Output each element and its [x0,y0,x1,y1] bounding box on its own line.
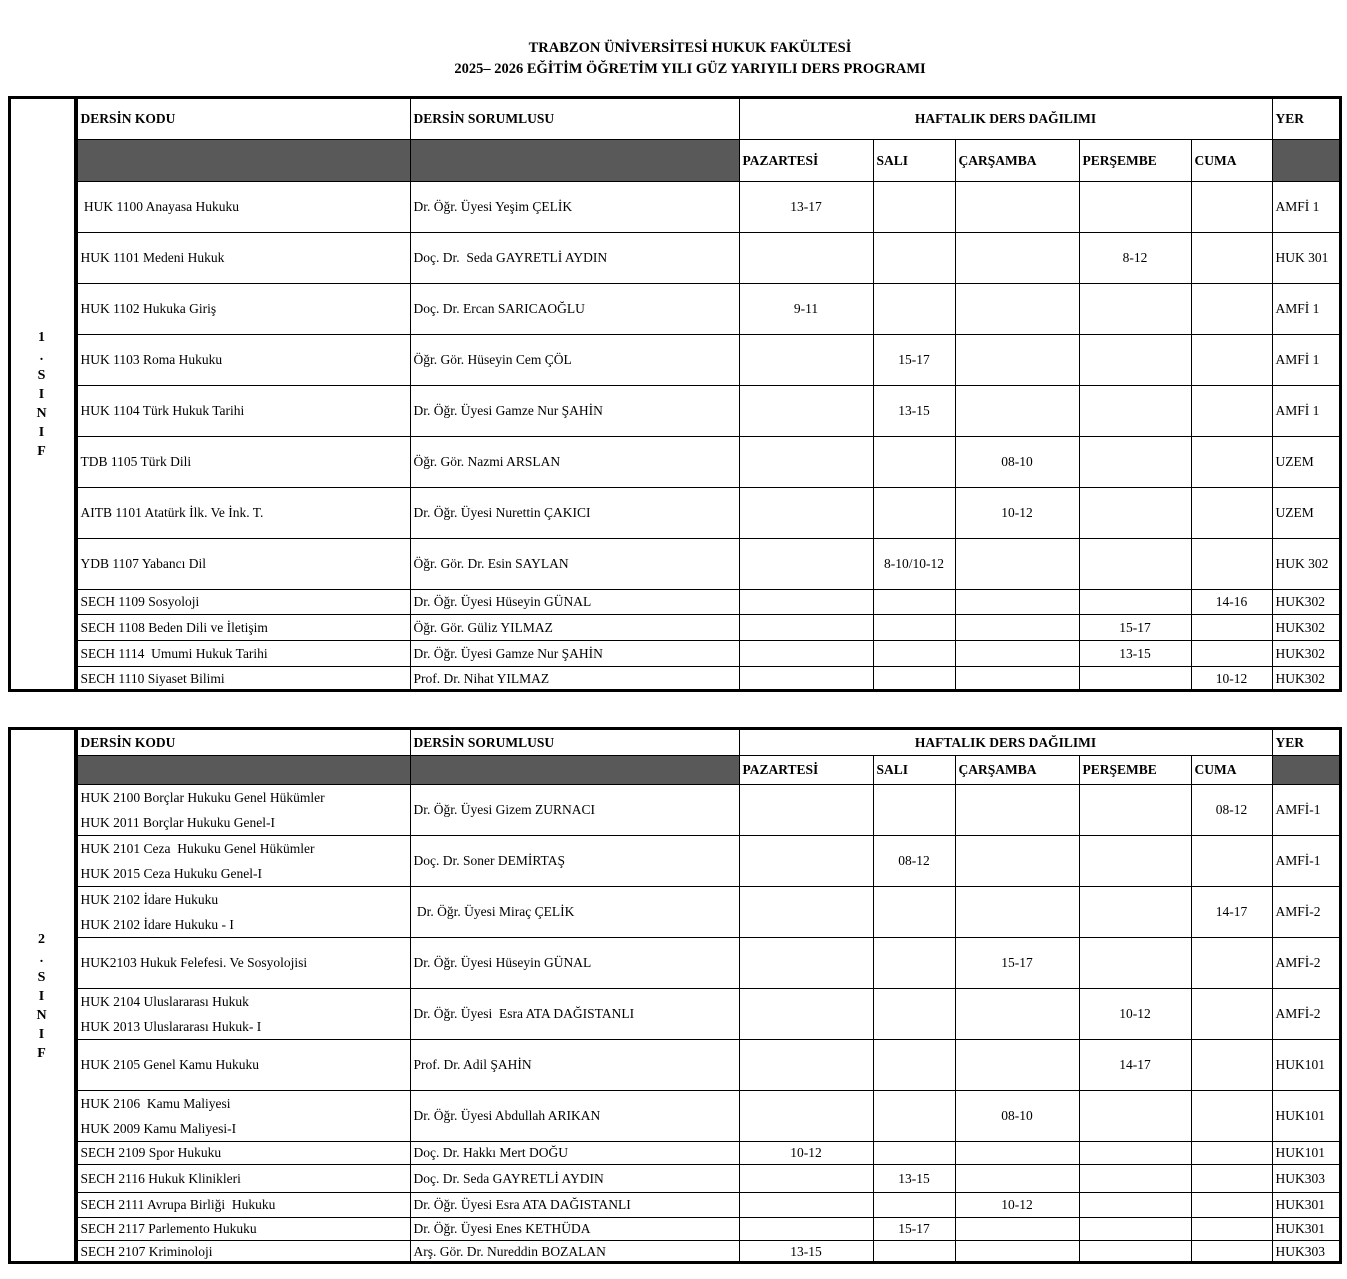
course-code: HUK 2100 Borçlar Hukuku Genel Hükümler [80,790,325,805]
course-time: 10-12 [955,488,1079,539]
course-code: HUK 2011 Borçlar Hukuku Genel-I [80,815,275,830]
class-label-char: I [38,988,45,1004]
course-instructor: Prof. Dr. Adil ŞAHİN [410,1040,739,1091]
course-instructor: Prof. Dr. Nihat YILMAZ [410,667,739,692]
course-instructor: Doç. Dr. Seda GAYRETLİ AYDIN [410,233,739,284]
course-time [1191,1040,1272,1091]
course-time [955,1040,1079,1091]
course-time: 10-12 [955,1193,1079,1218]
course-code: HUK 2101 Ceza Hukuku Genel Hükümler [80,841,315,856]
course-code: HUK 2104 Uluslararası Hukuk [80,994,249,1009]
column-header-instructor: DERSİN SORUMLUSU [410,99,739,140]
course-instructor: Dr. Öğr. Üyesi Hüseyin GÜNAL [410,590,739,615]
course-time [1191,437,1272,488]
course-code: HUK 1103 Roma Hukuku [80,352,223,367]
course-time: 10-12 [739,1142,873,1165]
class-label-char: N [36,406,47,421]
course-time [955,1142,1079,1165]
course-code: SECH 1110 Siyaset Bilimi [80,671,225,686]
course-time [955,590,1079,615]
course-time: 15-17 [873,1218,955,1241]
course-code: SECH 1114 Umumi Hukuk Tarihi [80,645,268,661]
course-row [9,1091,1341,1142]
course-place: HUK302 [1272,590,1341,615]
course-code: SECH 2117 Parlemento Hukuku [80,1221,257,1236]
header-band-code [77,140,410,182]
course-time [873,938,955,989]
course-row [9,335,1341,386]
course-time [739,836,873,887]
course-instructor: Dr. Öğr. Üyesi Miraç ÇELİK [410,887,739,938]
course-row [9,233,1341,284]
course-code: HUK 2102 İdare Hukuku [80,892,219,907]
course-code-cell [77,233,410,284]
course-place: HUK 302 [1272,539,1341,590]
course-code-cell [77,1218,410,1241]
course-time [1191,539,1272,590]
course-code: HUK 2102 İdare Hukuku - I [80,917,234,932]
course-instructor: Öğr. Gör. Nazmi ARSLAN [410,437,739,488]
course-time [873,233,955,284]
page-title-line-1: TRABZON ÜNİVERSİTESİ HUKUK FAKÜLTESİ [528,40,852,56]
course-time [873,989,955,1040]
course-row [9,615,1341,641]
course-time [873,1040,955,1091]
header-band-instructor [410,756,739,785]
course-instructor: Doç. Dr. Hakkı Mert DOĞU [410,1142,739,1165]
course-instructor: Dr. Öğr. Üyesi Gamze Nur ŞAHİN [410,386,739,437]
course-instructor: Dr. Öğr. Üyesi Abdullah ARIKAN [410,1091,739,1142]
course-code: HUK 1101 Medeni Hukuk [80,250,225,265]
course-time [1191,1218,1272,1241]
course-row [9,182,1341,233]
course-instructor: Doç. Dr. Seda GAYRETLİ AYDIN [410,1165,739,1193]
day-header: SALI [873,756,955,785]
course-time [739,488,873,539]
course-row [9,836,1341,887]
class-label-char: N [36,1007,47,1023]
column-header-code: DERSİN KODU [77,730,410,756]
class-label-char: . [39,950,44,966]
course-row [9,641,1341,667]
course-time: 15-17 [873,335,955,386]
day-header: ÇARŞAMBA [955,756,1079,785]
course-instructor: Dr. Öğr. Üyesi Yeşim ÇELİK [410,182,739,233]
course-time [1191,182,1272,233]
course-code-cell [77,386,410,437]
course-place: AMFİ-2 [1272,989,1341,1040]
course-time [873,1241,955,1264]
course-row [9,539,1341,590]
course-time [1191,641,1272,667]
course-instructor: Dr. Öğr. Üyesi Esra ATA DAĞISTANLI [410,989,739,1040]
course-time: 8-12 [1079,233,1191,284]
course-time [1191,1142,1272,1165]
class-label-char: 1 [38,330,45,345]
course-time [739,1193,873,1218]
course-code-cell [77,1193,410,1218]
course-time [1079,386,1191,437]
course-code-cell [77,615,410,641]
course-time [739,335,873,386]
course-time [955,1241,1079,1264]
schedule-table-class-1 [9,98,1342,692]
class-label [36,930,48,1063]
course-row [9,437,1341,488]
course-time [873,887,955,938]
course-instructor: Öğr. Gör. Hüseyin Cem ÇÖL [410,335,739,386]
course-code: HUK 2105 Genel Kamu Hukuku [80,1057,259,1072]
class-label-char: F [37,444,46,459]
course-row [9,386,1341,437]
course-time [873,437,955,488]
course-place: HUK101 [1272,1142,1341,1165]
course-time [1191,615,1272,641]
course-time: 08-10 [955,1091,1079,1142]
course-time [955,284,1079,335]
course-row [9,1218,1341,1241]
page-title-line-2: 2025– 2026 EĞİTİM ÖĞRETİM YILI GÜZ YARIYILI DERS PROGRAMI [454,61,926,77]
course-time [873,1091,955,1142]
course-code-cell [77,667,410,692]
course-time [739,1218,873,1241]
course-time [873,615,955,641]
header-band-code [77,756,410,785]
course-place: AMFİ-1 [1272,785,1341,836]
class-label [36,328,48,461]
course-time [1079,836,1191,887]
column-header-instructor: DERSİN SORUMLUSU [410,730,739,756]
course-place: HUK302 [1272,641,1341,667]
course-code: YDB 1107 Yabancı Dil [80,556,207,571]
course-time [873,785,955,836]
course-time [1079,1241,1191,1264]
course-code-cell [77,437,410,488]
course-time [739,667,873,692]
course-instructor: Dr. Öğr. Üyesi Nurettin ÇAKICI [410,488,739,539]
course-time [1191,284,1272,335]
course-code-cell [77,836,410,887]
course-code: HUK 1100 Anayasa Hukuku [80,199,239,214]
course-row [9,1241,1341,1264]
course-time [955,1165,1079,1193]
course-time [739,785,873,836]
course-time [739,641,873,667]
class-label-char: S [37,969,46,985]
course-time [739,615,873,641]
course-time [1079,539,1191,590]
course-time [1079,887,1191,938]
header-band-instructor [410,140,739,182]
course-place: AMFİ-2 [1272,938,1341,989]
course-time: 13-15 [739,1241,873,1264]
course-time: 13-15 [873,1165,955,1193]
course-place: UZEM [1272,437,1341,488]
course-time [1079,1193,1191,1218]
course-place: HUK302 [1272,667,1341,692]
course-time [955,887,1079,938]
course-time [955,1218,1079,1241]
course-time [739,1091,873,1142]
course-place: AMFİ 1 [1272,386,1341,437]
course-instructor: Dr. Öğr. Üyesi Hüseyin GÜNAL [410,938,739,989]
course-time: 15-17 [955,938,1079,989]
course-time [739,989,873,1040]
course-time [955,989,1079,1040]
course-time [1079,667,1191,692]
course-row [9,590,1341,615]
class-label-char: F [37,1045,46,1061]
class-label-char: . [39,349,44,364]
course-instructor: Dr. Öğr. Üyesi Gamze Nur ŞAHİN [410,641,739,667]
course-code: SECH 1109 Sosyoloji [80,594,200,609]
course-time [1079,335,1191,386]
course-time [1079,1142,1191,1165]
course-row [9,887,1341,938]
class-label-char: 2 [38,931,45,947]
course-time: 08-12 [873,836,955,887]
course-place: AMFİ-1 [1272,836,1341,887]
course-time [1079,182,1191,233]
course-time [955,386,1079,437]
course-time [1079,590,1191,615]
course-code: HUK 2106 Kamu Maliyesi [80,1096,231,1111]
course-code: HUK2103 Hukuk Felefesi. Ve Sosyolojisi [80,955,308,970]
course-time [739,539,873,590]
course-instructor: Doç. Dr. Soner DEMİRTAŞ [410,836,739,887]
course-code-cell [77,785,410,836]
course-time [873,667,955,692]
header-band-place [1272,140,1341,182]
column-header-code: DERSİN KODU [77,99,410,140]
course-code-cell [77,539,410,590]
course-time: 14-16 [1191,590,1272,615]
course-time [1191,233,1272,284]
course-code-cell [77,1241,410,1264]
schedule-table-class-2 [9,729,1342,1264]
course-time: 08-10 [955,437,1079,488]
course-instructor: Arş. Gör. Dr. Nureddin BOZALAN [410,1241,739,1264]
course-code: HUK 2013 Uluslararası Hukuk- I [80,1019,262,1034]
course-time [739,887,873,938]
course-time [1079,785,1191,836]
course-code-cell [77,1142,410,1165]
course-code: SECH 2109 Spor Hukuku [80,1145,222,1160]
course-instructor: Dr. Öğr. Üyesi Gizem ZURNACI [410,785,739,836]
course-row [9,1040,1341,1091]
class-label-sidebar [9,729,77,1263]
course-place: AMFİ-2 [1272,887,1341,938]
course-row [9,488,1341,539]
course-code: SECH 2107 Kriminoloji [80,1244,213,1259]
course-time [1079,437,1191,488]
course-code: AITB 1101 Atatürk İlk. Ve İnk. T. [80,505,264,520]
course-time [873,641,955,667]
day-header: CUMA [1191,140,1272,182]
course-row [9,938,1341,989]
course-code-cell [77,1091,410,1142]
course-time [1079,1165,1191,1193]
course-place: HUK303 [1272,1241,1341,1264]
course-code: SECH 2111 Avrupa Birliği Hukuku [80,1197,276,1212]
course-code: TDB 1105 Türk Dili [80,454,192,469]
course-time [955,836,1079,887]
course-time [955,539,1079,590]
class-label-char: I [38,1026,45,1042]
column-header-weekly: HAFTALIK DERS DAĞILIMI [739,99,1272,140]
course-place: UZEM [1272,488,1341,539]
course-time [739,590,873,615]
course-code-cell [77,590,410,615]
course-row [9,1142,1341,1165]
course-code-cell [77,1165,410,1193]
course-row [9,1193,1341,1218]
course-place: HUK303 [1272,1165,1341,1193]
course-code: HUK 2015 Ceza Hukuku Genel-I [80,866,262,881]
course-time [955,785,1079,836]
course-time [955,335,1079,386]
course-time [873,1193,955,1218]
course-time [1191,488,1272,539]
course-time [873,1142,955,1165]
course-time [955,182,1079,233]
course-code-cell [77,335,410,386]
course-code-cell [77,1040,410,1091]
course-time [873,488,955,539]
day-header: PERŞEMBE [1079,140,1191,182]
day-header: PAZARTESİ [739,756,873,785]
course-time [1079,1218,1191,1241]
course-time [739,938,873,989]
course-time [1191,836,1272,887]
course-time [739,1040,873,1091]
class-label-sidebar [9,98,77,691]
course-time: 13-15 [873,386,955,437]
course-code-cell [77,641,410,667]
course-place: HUK 301 [1272,233,1341,284]
course-time [1191,1193,1272,1218]
course-time [955,641,1079,667]
course-time [1079,938,1191,989]
course-time [955,615,1079,641]
course-time [739,233,873,284]
course-time: 14-17 [1079,1040,1191,1091]
class-label-char: S [37,368,46,383]
course-time [1191,938,1272,989]
course-row [9,284,1341,335]
course-time [739,437,873,488]
course-time: 8-10/10-12 [873,539,955,590]
course-instructor: Öğr. Gör. Dr. Esin SAYLAN [410,539,739,590]
course-place: HUK101 [1272,1040,1341,1091]
day-header: PERŞEMBE [1079,756,1191,785]
course-time [1191,989,1272,1040]
course-time: 13-15 [1079,641,1191,667]
course-time: 10-12 [1079,989,1191,1040]
course-place: HUK302 [1272,615,1341,641]
day-header: PAZARTESİ [739,140,873,182]
course-code: HUK 1104 Türk Hukuk Tarihi [80,403,245,418]
course-time [739,1165,873,1193]
course-code-cell [77,182,410,233]
course-time [955,667,1079,692]
course-time [1079,488,1191,539]
day-header: CUMA [1191,756,1272,785]
course-row [9,667,1341,692]
course-time: 15-17 [1079,615,1191,641]
course-row [9,1165,1341,1193]
course-code-cell [77,887,410,938]
course-code-cell [77,284,410,335]
course-place: AMFİ 1 [1272,182,1341,233]
day-header: ÇARŞAMBA [955,140,1079,182]
day-header: SALI [873,140,955,182]
course-time [1191,1241,1272,1264]
course-instructor: Öğr. Gör. Güliz YILMAZ [410,615,739,641]
header-band-place [1272,756,1341,785]
course-code: HUK 2009 Kamu Maliyesi-I [80,1121,237,1136]
class-label-char: I [38,425,45,440]
course-code: SECH 1108 Beden Dili ve İletişim [80,619,268,635]
class-label-char: I [38,387,45,402]
course-time [1191,335,1272,386]
course-time: 9-11 [739,284,873,335]
course-time: 10-12 [1191,667,1272,692]
course-place: HUK101 [1272,1091,1341,1142]
course-code-cell [77,989,410,1040]
course-time [955,233,1079,284]
course-time: 08-12 [1191,785,1272,836]
course-instructor: Dr. Öğr. Üyesi Esra ATA DAĞISTANLI [410,1193,739,1218]
course-instructor: Dr. Öğr. Üyesi Enes KETHÜDA [410,1218,739,1241]
column-header-place: YER [1272,730,1341,756]
column-header-weekly: HAFTALIK DERS DAĞILIMI [739,730,1272,756]
course-time [873,182,955,233]
course-time [1191,386,1272,437]
course-code: SECH 2116 Hukuk Klinikleri [80,1170,241,1186]
course-code-cell [77,488,410,539]
course-time [739,386,873,437]
course-time: 13-17 [739,182,873,233]
column-header-place: YER [1272,99,1341,140]
course-time [1079,1091,1191,1142]
course-time [1191,1165,1272,1193]
course-row [9,785,1341,836]
course-code: HUK 1102 Hukuka Giriş [80,301,217,316]
course-time [873,284,955,335]
course-place: AMFİ 1 [1272,284,1341,335]
course-place: HUK301 [1272,1218,1341,1241]
course-time: 14-17 [1191,887,1272,938]
course-place: HUK301 [1272,1193,1341,1218]
course-time [1191,1091,1272,1142]
course-place: AMFİ 1 [1272,335,1341,386]
course-row [9,989,1341,1040]
course-time [873,590,955,615]
course-instructor: Doç. Dr. Ercan SARICAOĞLU [410,284,739,335]
course-code-cell [77,938,410,989]
course-time [1079,284,1191,335]
